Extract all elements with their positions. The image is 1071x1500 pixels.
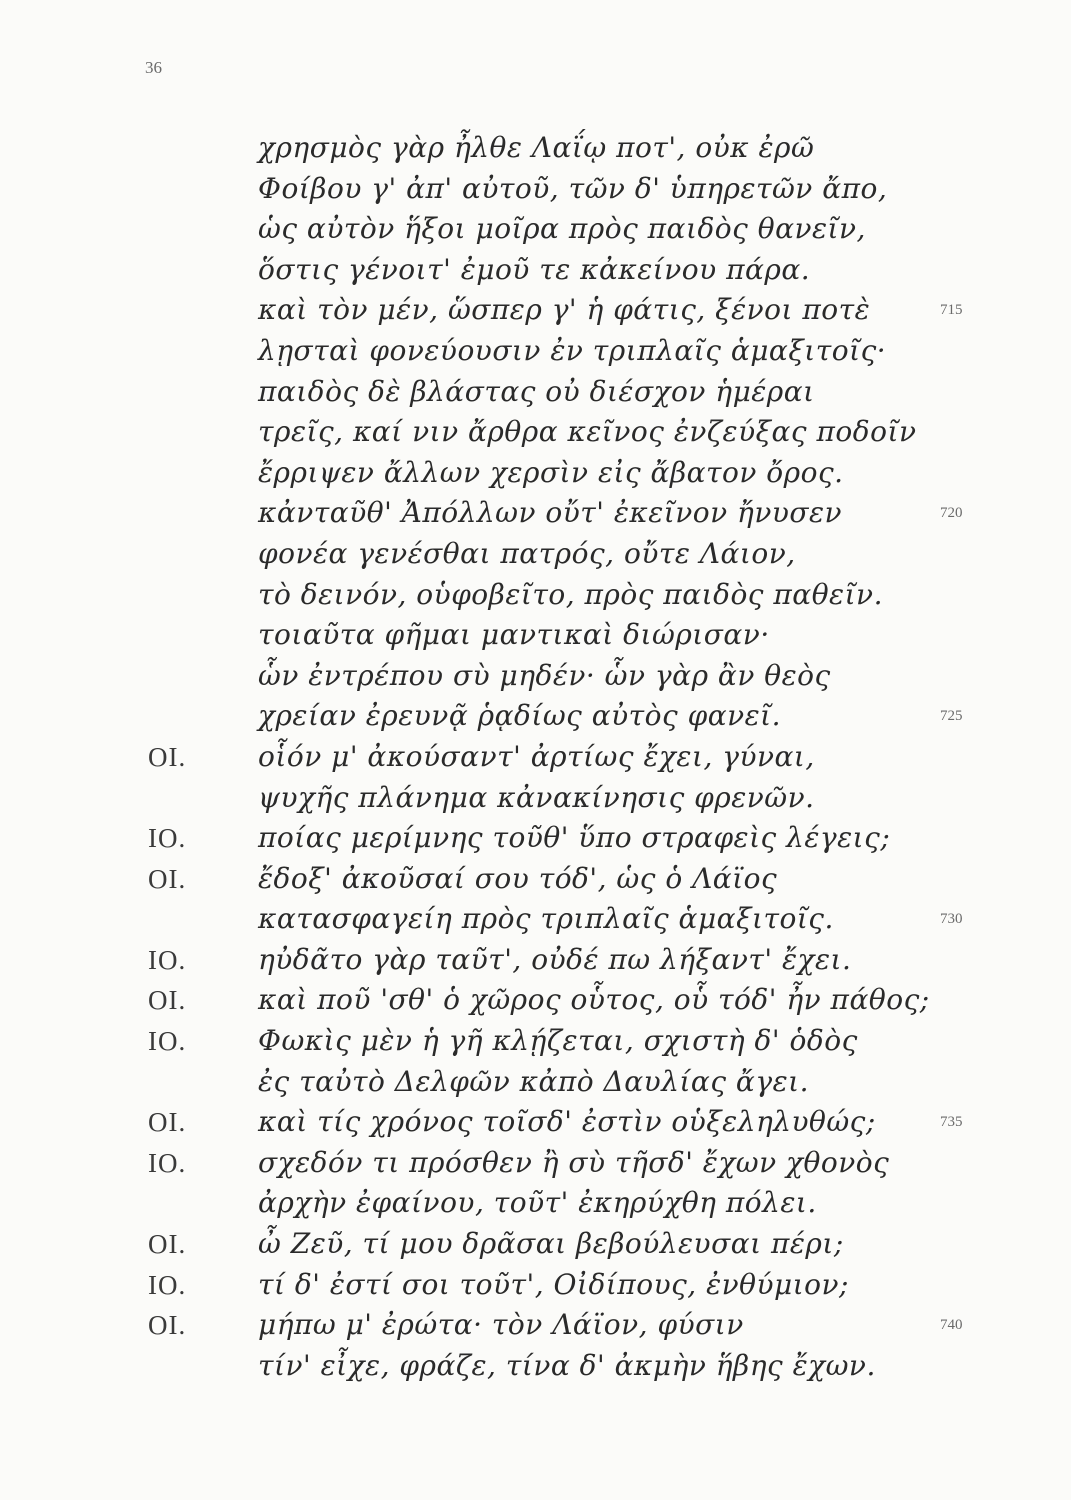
verse-text: καὶ τίς χρόνος τοῖσδ' ἐστὶν οὑξεληλυθώς; [258,1105,876,1139]
verse-line [0,980,1071,1021]
verse-line [0,1021,1071,1062]
verse-text: τοιαῦτα φῆμαι μαντικαὶ διώρισαν· [258,618,770,652]
verse-text: ψυχῆς πλάνημα κἀνακίνησις φρενῶν. [258,780,815,814]
verse-text: χρείαν ἐρευνᾷ ῥᾳδίως αὐτὸς φανεῖ. [258,699,782,733]
verse-text: λῃσταὶ φονεύουσιν ἐν τριπλαῖς ἁμαξιτοῖς· [258,333,887,367]
verse-text: ἐς ταὐτὸ Δελφῶν κἀπὸ Δαυλίας ἄγει. [258,1064,809,1098]
verse-text: κἀνταῦθ' Ἀπόλλων οὔτ' ἐκεῖνον ἤνυσεν [258,496,843,530]
line-number: 730 [940,911,963,928]
verse-line [0,696,1071,737]
verse-text: ηὐδᾶτο γὰρ ταῦτ', οὐδέ πω λήξαντ' ἔχει. [258,942,852,976]
verse-line [0,859,1071,900]
line-number: 720 [940,505,963,522]
speaker-label: ΟΙ. [148,741,187,772]
speaker-label: ΙΟ. [148,1269,187,1300]
verse-text: ὧν ἐντρέπου σὺ μηδέν· ὧν γὰρ ἂν θεὸς [258,658,831,692]
verse-text: τρεῖς, καί νιν ἄρθρα κεῖνος ἐνζεύξας ποδοῖν [258,415,917,449]
speaker-label: ΙΟ. [148,1147,187,1178]
verse-line [0,1143,1071,1184]
verse-text: ἀρχὴν ἐφαίνου, τοῦτ' ἐκηρύχθη πόλει. [258,1186,817,1220]
verse-text: ὅστις γένοιτ' ἐμοῦ τε κἀκείνου πάρα. [258,252,811,286]
line-number: 715 [940,302,963,319]
verse-line [0,1183,1071,1224]
verse-text: ἔδοξ' ἀκοῦσαί σου τόδ', ὡς ὁ Λάϊος [258,861,778,895]
verse-text: χρησμὸς γὰρ ἦλθε Λαΐῳ ποτ', οὐκ ἐρῶ [258,131,815,164]
verse-line [0,453,1071,494]
verse-line [0,778,1071,819]
verse-line [0,250,1071,291]
verse-text: τὸ δεινόν, οὑφοβεῖτο, πρὸς παιδὸς παθεῖν. [258,577,883,611]
page-number: 36 [145,58,162,77]
verse-line [0,940,1071,981]
verse-line [0,1305,1071,1346]
verse-text: παιδὸς δὲ βλάστας οὐ διέσχον ἡμέραι [258,374,815,408]
verse-text: μήπω μ' ἐρώτα· τὸν Λάϊον, φύσιν [258,1308,744,1342]
verse-line [0,1102,1071,1143]
verse-text: ποίας μερίμνης τοῦθ' ὕπο στραφεὶς λέγεις; [258,821,891,855]
verse-text: Φωκὶς μὲν ἡ γῆ κλῄζεται, σχιστὴ δ' ὁδὸς [258,1024,858,1058]
verse-text: οἷόν μ' ἀκούσαντ' ἀρτίως ἔχει, γύναι, [258,739,815,773]
verse-text: ὦ Ζεῦ, τί μου δρᾶσαι βεβούλευσαι πέρι; [258,1227,844,1261]
verse-text: σχεδόν τι πρόσθεν ἢ σὺ τῆσδ' ἔχων χθονὸς [258,1145,890,1179]
speaker-label: ΙΟ. [148,823,187,854]
speaker-label: ΙΟ. [148,944,187,975]
speaker-label: ΟΙ. [148,985,187,1016]
verse-text: Φοίβου γ' ἀπ' αὐτοῦ, τῶν δ' ὑπηρετῶν ἄπο, [258,171,888,205]
speaker-label: ΟΙ. [148,1229,187,1260]
verse-text: τίν' εἶχε, φράζε, τίνα δ' ἀκμὴν ἥβης ἔχων. [258,1348,876,1382]
verse-line [0,372,1071,413]
verse-text: καὶ τὸν μέν, ὥσπερ γ' ἡ φάτις, ξένοι ποτὲ [258,293,871,327]
verse-text: ἔρριψεν ἄλλων χερσὶν εἰς ἄβατον ὄρος. [258,455,844,489]
verse-line [0,1062,1071,1103]
verse-line [0,331,1071,372]
verse-line [0,534,1071,575]
verse-line [0,290,1071,331]
verse-line [0,818,1071,859]
verse-text: φονέα γενέσθαι πατρός, οὔτε Λάιον, [258,536,796,570]
verse-line [0,1265,1071,1306]
verse-block [0,128,1071,1386]
speaker-label: ΙΟ. [148,1026,187,1057]
verse-line [0,899,1071,940]
speaker-label: ΟΙ. [148,1107,187,1138]
verse-text: ὡς αὐτὸν ἥξοι μοῖρα πρὸς παιδὸς θανεῖν, [258,212,866,246]
line-number: 740 [940,1317,963,1334]
verse-text: κατασφαγείη πρὸς τριπλαῖς ἁμαξιτοῖς. [258,902,834,936]
line-number: 735 [940,1114,963,1131]
verse-line [0,1346,1071,1387]
verse-line [0,615,1071,656]
verse-line [0,412,1071,453]
verse-text: τί δ' ἐστί σοι τοῦτ', Οἰδίπους, ἐνθύμιον; [258,1267,849,1301]
verse-line [0,209,1071,250]
verse-line [0,493,1071,534]
verse-line [0,128,1071,169]
verse-line [0,1224,1071,1265]
verse-text: καὶ ποῦ 'σθ' ὁ χῶρος οὗτος, οὗ τόδ' ἦν πάθος; [258,983,930,1017]
speaker-label: ΟΙ. [148,1310,187,1341]
verse-line [0,656,1071,697]
verse-line [0,169,1071,210]
speaker-label: ΟΙ. [148,863,187,894]
verse-line [0,737,1071,778]
line-number: 725 [940,708,963,725]
verse-line [0,575,1071,616]
